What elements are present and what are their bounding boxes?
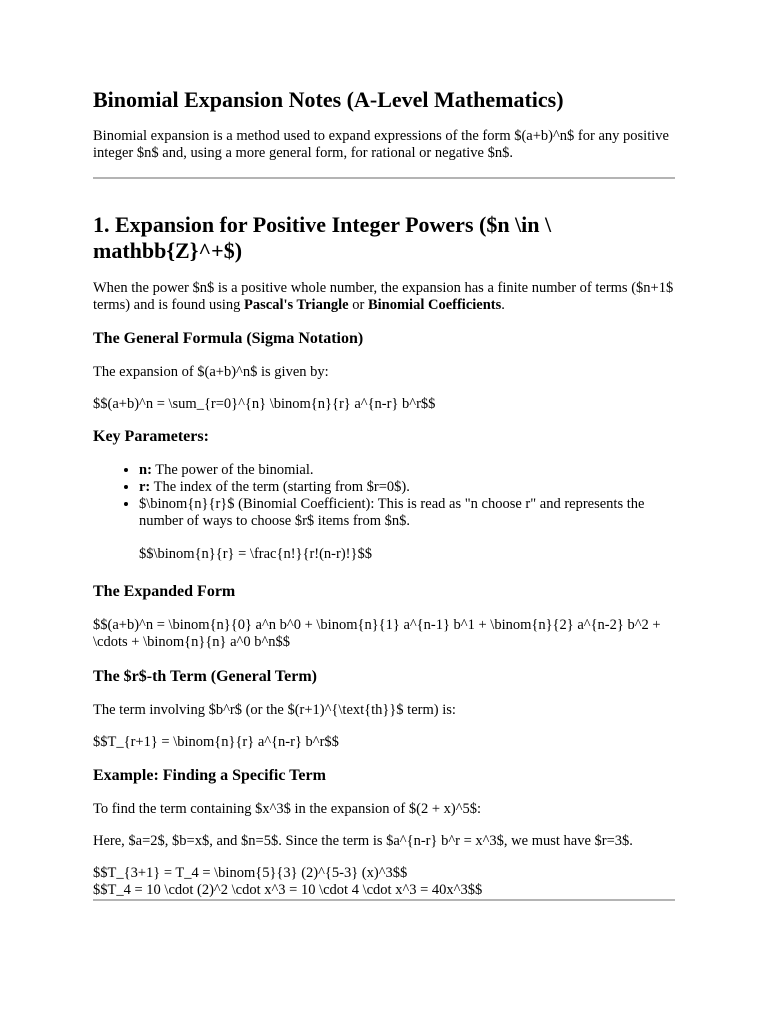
general-term-text: The term involving $b^r$ (or the $(r+1)^{\text{th}}$ term) is:	[93, 702, 456, 718]
list-item-desc: The power of the binomial.	[151, 462, 314, 478]
list-item-desc: The index of the term (starting from $r=0$).	[150, 479, 410, 495]
general-term-heading: The $r$-th Term (General Term)	[93, 668, 317, 685]
expanded-form-heading: The Expanded Form	[93, 583, 236, 600]
section-1-text-start: When the power $n$ is a positive whole number, the expansion has a finite number of terms ($n+1$ terms) and is found using	[93, 280, 674, 313]
example-heading: Example: Finding a Specific Term	[93, 767, 326, 784]
section-1-text-or: or	[348, 297, 368, 313]
general-formula-heading: The General Formula (Sigma Notation)	[93, 330, 364, 347]
list-item-term: n:	[139, 462, 152, 478]
key-parameters-heading: Key Parameters:	[93, 428, 209, 445]
general-formula-equation: $$(a+b)^n = \sum_{r=0}^{n} \binom{n}{r} a^{n-r} b^r$$	[93, 396, 436, 412]
list-item-term: r:	[139, 479, 151, 495]
example-equation-1: $$T_{3+1} = T_4 = \binom{5}{3} (2)^{5-3} (x)^3$$	[93, 865, 408, 881]
list-item-desc: $\binom{n}{r}$ (Binomial Coefficient): This is read as "n choose r" and represents the number of ways to choose $r$ items from $n$.	[139, 496, 645, 529]
section-1-text-end: .	[501, 297, 505, 313]
list-item-binom	[139, 496, 675, 530]
bottom-divider	[93, 899, 675, 901]
binomial-coefficients-bold: Binomial Coefficients	[367, 297, 502, 313]
key-parameters-list	[93, 462, 675, 530]
section-1-paragraph	[93, 280, 675, 314]
example-text-2: Here, $a=2$, $b=x$, and $n=5$. Since the term is $a^{n-r} b^r = x^3$, we must have $r=3$.	[93, 833, 633, 849]
example-text-1: To find the term containing $x^3$ in the expansion of $(2 + x)^5$:	[93, 801, 482, 817]
expanded-form-equation: $$(a+b)^n = \binom{n}{0} a^n b^0 + \binom{n}{1} a^{n-1} b^1 + \binom{n}{2} a^{n-2} b^2 + \cdots + \binom{n}{n} a^0 b^n$$	[93, 617, 661, 650]
list-item-n	[139, 462, 675, 479]
section-1-heading: 1. Expansion for Positive Integer Powers ($n \in \ mathbb{Z}^+$)	[93, 212, 552, 263]
pascals-triangle-bold: Pascal's Triangle	[244, 297, 349, 313]
intro-paragraph: Binomial expansion is a method used to expand expressions of the form $(a+b)^n$ for any positive integer $n$ and, using a more general form, for rational or negative $n$.	[93, 128, 669, 161]
binom-formula: $$\binom{n}{r} = \frac{n!}{r!(n-r)!}$$	[139, 546, 372, 562]
example-equation-2: $$T_4 = 10 \cdot (2)^2 \cdot x^3 = 10 \cdot 4 \cdot x^3 = 40x^3$$	[93, 882, 483, 898]
page-title: Binomial Expansion Notes (A-Level Mathematics)	[93, 87, 564, 112]
list-item-r	[139, 479, 675, 496]
document-content	[93, 86, 675, 901]
section-divider	[93, 177, 675, 179]
general-formula-text: The expansion of $(a+b)^n$ is given by:	[93, 364, 329, 380]
general-term-equation: $$T_{r+1} = \binom{n}{r} a^{n-r} b^r$$	[93, 734, 339, 750]
